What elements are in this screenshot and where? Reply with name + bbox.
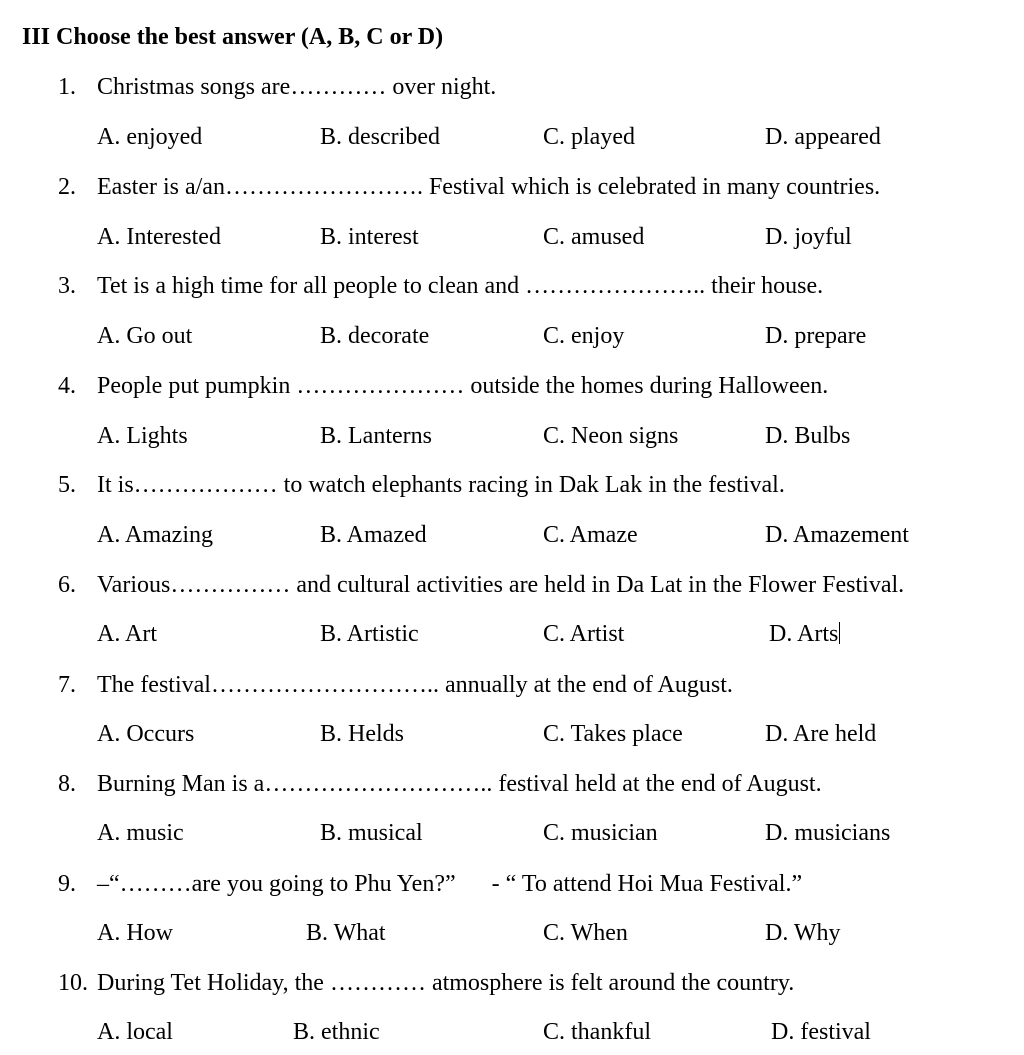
option-b: B. musical (320, 820, 423, 846)
option-c: C. Amaze (543, 522, 638, 548)
question-text: Christmas songs are………… over night. (97, 74, 497, 100)
question-1 (58, 75, 496, 99)
options-row-4 (0, 424, 1024, 450)
question-text: Various…………… and cultural activities are held in Da Lat in the Flower Festival. (97, 572, 905, 598)
option-d: D. Arts (769, 621, 839, 647)
options-row-3 (0, 324, 1024, 350)
question-2 (58, 175, 880, 199)
question-number: 5. (58, 472, 76, 498)
question-6 (58, 573, 904, 597)
question-number: 6. (58, 572, 76, 598)
option-c: C. amused (543, 224, 645, 250)
question-7 (58, 673, 733, 697)
question-3 (58, 274, 823, 298)
option-c: C. Neon signs (543, 423, 679, 449)
question-8 (58, 772, 822, 796)
option-b: B. described (320, 124, 440, 150)
question-text: Easter is a/an……………………. Festival which is celebrated in many countries. (97, 174, 881, 200)
option-d: D. Why (765, 920, 841, 946)
option-d-with-cursor (769, 622, 840, 646)
question-number: 7. (58, 672, 76, 698)
question-number: 9. (58, 871, 76, 897)
option-a: A. enjoyed (97, 124, 203, 150)
option-b: B. Artistic (320, 621, 419, 647)
question-text: It is……………… to watch elephants racing in Dak Lak in the festival. (97, 472, 785, 498)
option-a: A. local (97, 1019, 173, 1045)
question-10 (58, 971, 794, 995)
question-4 (58, 374, 828, 398)
option-b: B. decorate (320, 323, 430, 349)
option-d: D. Amazement (765, 522, 909, 548)
option-d: D. musicians (765, 820, 891, 846)
option-d: D. festival (771, 1019, 871, 1045)
option-d: D. Bulbs (765, 423, 851, 449)
exercise-title: III Choose the best answer (A, B, C or D) (22, 24, 444, 50)
option-c: C. Artist (543, 621, 625, 647)
options-row-5 (0, 523, 1024, 549)
options-row-2 (0, 225, 1024, 251)
option-a: A. music (97, 820, 184, 846)
option-c: C. When (543, 920, 628, 946)
text-cursor-icon (839, 622, 840, 644)
options-row-6 (0, 622, 1024, 648)
option-b: B. ethnic (293, 1019, 380, 1045)
option-a: A. Go out (97, 323, 193, 349)
options-row-9 (0, 921, 1024, 947)
option-c: C. Takes place (543, 721, 683, 747)
option-b: B. interest (320, 224, 419, 250)
question-number: 8. (58, 771, 76, 797)
option-d: D. Are held (765, 721, 877, 747)
option-b: B. What (306, 920, 386, 946)
question-text: Burning Man is a……………………….. festival held at the end of August. (97, 771, 822, 797)
option-b: B. Helds (320, 721, 404, 747)
option-a: A. Interested (97, 224, 221, 250)
option-d: D. joyful (765, 224, 852, 250)
option-d: D. prepare (765, 323, 867, 349)
question-5 (58, 473, 785, 497)
question-number: 2. (58, 174, 76, 200)
options-row-1 (0, 125, 1024, 151)
question-number: 10. (58, 970, 88, 996)
option-c: C. thankful (543, 1019, 651, 1045)
option-c: C. played (543, 124, 635, 150)
option-b: B. Amazed (320, 522, 427, 548)
question-text: Tet is a high time for all people to clean and ………………….. their house. (97, 273, 824, 299)
question-text: People put pumpkin ………………… outside the homes during Halloween. (97, 373, 829, 399)
option-c: C. musician (543, 820, 658, 846)
question-number: 1. (58, 74, 76, 100)
option-a: A. How (97, 920, 173, 946)
option-c: C. enjoy (543, 323, 625, 349)
option-b: B. Lanterns (320, 423, 432, 449)
option-a: A. Occurs (97, 721, 195, 747)
option-d: D. appeared (765, 124, 881, 150)
question-9 (58, 872, 802, 896)
question-text: During Tet Holiday, the ………… atmosphere is felt around the country. (97, 970, 795, 996)
question-number: 4. (58, 373, 76, 399)
question-text: The festival……………………….. annually at the end of August. (97, 672, 733, 698)
question-number: 3. (58, 273, 76, 299)
option-a: A. Amazing (97, 522, 213, 548)
options-row-7 (0, 722, 1024, 748)
question-text: –“………are you going to Phu Yen?” - “ To attend Hoi Mua Festival.” (97, 871, 803, 897)
option-a: A. Art (97, 621, 157, 647)
options-row-8 (0, 821, 1024, 847)
options-row-10 (0, 1020, 1024, 1046)
option-a: A. Lights (97, 423, 188, 449)
